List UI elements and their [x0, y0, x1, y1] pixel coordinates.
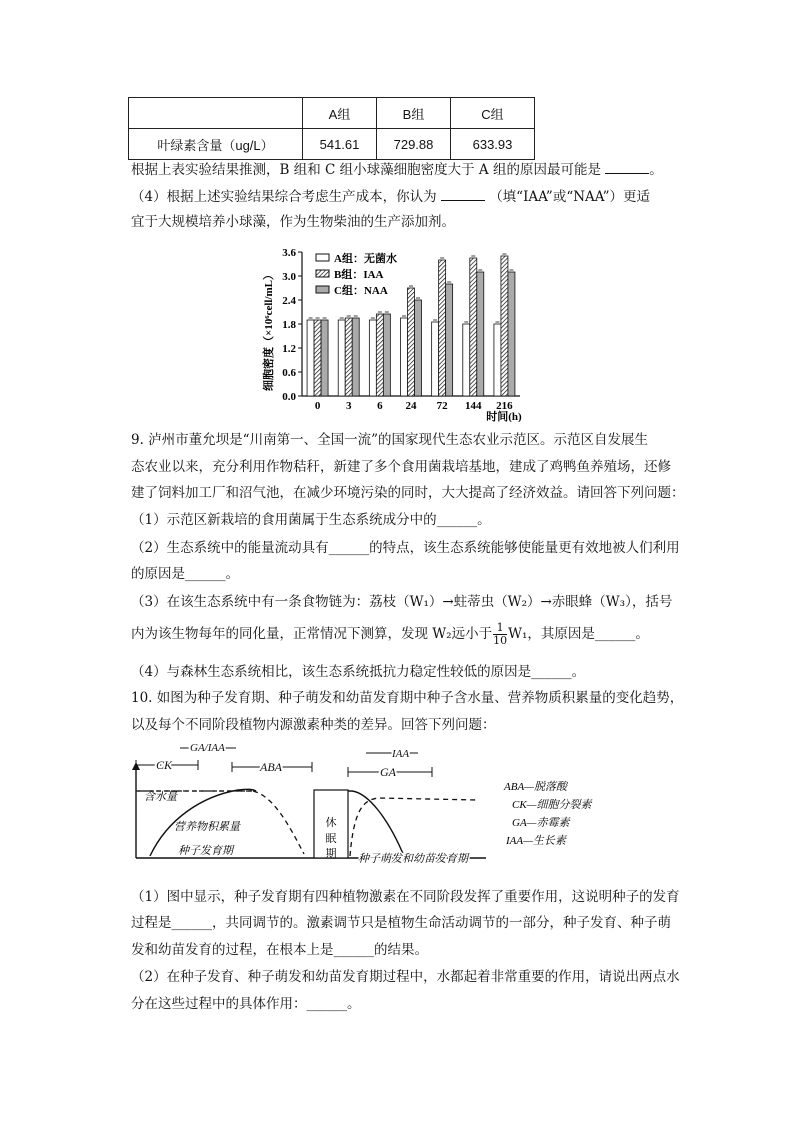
bar-b-24: [408, 288, 415, 396]
q9-sub-1: （1）示范区新栽培的食用菌属于生态系统成分中的______。: [131, 512, 491, 528]
x-tick-label: 72: [436, 400, 448, 412]
legend-label-c: C组：NAA: [334, 285, 388, 297]
y-ticks: [282, 247, 302, 403]
legend: [316, 251, 397, 297]
q10-line-2: 以及每个不同阶段植物内源激素种类的差异。回答下列问题：: [131, 717, 496, 733]
q10-sub-1-line-1: （1）图中显示，种子发育期有四种植物激素在不同阶段发挥了重要作用，这说明种子的发育: [131, 889, 680, 905]
bar-a-216: [494, 324, 501, 396]
bar-b-72: [439, 260, 446, 396]
table-corner-cell: [129, 98, 303, 129]
x-tick-label: 216: [496, 400, 513, 412]
aba-label: ABA: [260, 760, 282, 774]
water-content-label: 含水量: [144, 791, 177, 803]
water-content-curve-germination: [350, 798, 478, 856]
bar-a-0: [307, 320, 314, 396]
y-tick-label: 1.8: [282, 319, 296, 331]
ck-label: CK: [156, 758, 173, 772]
ga-iaa-label: GA/IAA: [190, 742, 225, 754]
bar-a-3: [338, 320, 345, 396]
y-axis-label: [261, 269, 275, 391]
table-header-b: B组: [377, 98, 451, 129]
chlorophyll-table: [128, 97, 535, 160]
q10-sub-2-line-1: （2）在种子发育、种子萌发和幼苗发育期过程中，水都起着非常重要的作用，请说出两点水: [131, 969, 680, 985]
q9-sub-2-line-1: （2）生态系统中的能量流动具有______的特点，该生态系统能够使能量更有效地被人们利用: [131, 540, 680, 556]
x-axis-label: 时间(h): [486, 411, 522, 423]
y-tick-label: 3.6: [282, 247, 296, 259]
fraction: $\frac{1}{10}$: [493, 621, 508, 647]
table-cell-b: 729.88: [377, 129, 451, 160]
q9-line-2: 态农业以来，充分利用作物秸秆，新建了多个食用菌栽培基地，建成了鸡鸭鱼养殖场，还修: [131, 459, 671, 475]
table-cell-a: 541.61: [303, 129, 377, 160]
bar-a-24: [401, 318, 408, 396]
legend-ga: GA—赤霉素: [512, 817, 570, 829]
legend-iaa: IAA—生长素: [506, 835, 566, 847]
x-tick-label: 3: [345, 400, 352, 412]
diagram-y-arrow: [132, 762, 140, 770]
stage-label-development: 种子发育期: [178, 845, 233, 857]
bar-c-216: [508, 272, 515, 396]
iaa-label: IAA: [392, 748, 410, 760]
legend-swatch-b: [316, 270, 329, 277]
bar-a-6: [369, 320, 376, 396]
legend-label-b: B组：IAA: [334, 269, 384, 281]
answer-blank[interactable]: [605, 159, 649, 174]
bar-b-6: [376, 314, 383, 396]
bar-c-6: [383, 314, 390, 396]
legend-aba: ABA—脱落酸: [504, 781, 567, 793]
x-tick-label: 6: [377, 400, 383, 412]
nutrient-label: 营养物积累量: [174, 821, 240, 833]
bar-b-216: [501, 256, 508, 396]
y-tick-label: 0.0: [282, 391, 296, 403]
q9-sub-3-line-1: （3）在该生态系统中有一条食物链为：荔枝（W₁）→蛀蒂虫（W₂）→赤眼蜂（W₃），括号: [131, 594, 673, 610]
table-row: [129, 129, 535, 160]
q10-sub-1-line-3: 发和幼苗发育的过程，在根本上是______的结果。: [131, 942, 428, 958]
bar-b-0: [314, 320, 321, 396]
stage-label-germination: 种子萌发和幼苗发育期: [358, 853, 468, 865]
bar-b-3: [345, 318, 352, 396]
legend-label-a: A组：无菌水: [334, 253, 397, 265]
x-tick-label: 0: [314, 400, 321, 412]
q10-line-1: 10. 如图为种子发育期、种子萌发和幼苗发育期中种子含水量、营养物质积累量的变化趋势，: [131, 690, 684, 706]
bar-a-72: [432, 322, 439, 396]
legend-ck: CK—细胞分裂素: [512, 799, 592, 811]
q9-sub-2-line-2: 的原因是______。: [131, 566, 239, 582]
bar-a-144: [463, 324, 470, 396]
seed-development-diagram: [128, 738, 628, 872]
nutrient-curve-germination: [348, 791, 404, 856]
bar-b-144: [470, 258, 477, 396]
dormancy-char-3: 期: [325, 848, 337, 860]
bar-c-144: [477, 272, 484, 396]
table-header-a: A组: [303, 98, 377, 129]
y-tick-label: 3.0: [282, 271, 296, 283]
y-tick-label: 0.6: [282, 367, 296, 379]
x-ticks: [315, 400, 513, 412]
question-reason: 根据上表实验结果推测，B 组和 C 组小球藻细胞密度大于 A 组的原因最可能是 。: [131, 159, 663, 180]
table-row-label: 叶绿素含量（ug/L）: [129, 129, 303, 160]
bar-c-24: [415, 300, 422, 396]
q9-line-3: 建了饲料加工厂和沼气池，在减少环境污染的同时，大大提高了经济效益。请回答下列问题：: [131, 485, 685, 501]
question-4-line-2: 宜于大规模培养小球藻，作为生物柴油的生产添加剂。: [131, 214, 455, 230]
bar-c-3: [352, 318, 359, 396]
svg-text:细胞密度（×10⁶cell/mL）: 细胞密度（×10⁶cell/mL）: [263, 269, 275, 391]
x-tick-label: 144: [465, 400, 482, 412]
q9-sub-4: （4）与森林生态系统相比，该生态系统抵抗力稳定性较低的原因是______。: [131, 664, 586, 680]
bar-c-72: [446, 284, 453, 396]
table-cell-c: 633.93: [451, 129, 535, 160]
question-4-line-1: （4）根据上述实验结果综合考虑生产成本，你认为 （填“IAA”或“NAA”）更适: [131, 186, 650, 207]
ga-label: GA: [380, 765, 396, 779]
legend-swatch-c: [316, 286, 329, 293]
dormancy-char-1: 休: [325, 817, 337, 829]
cell-density-bar-chart: [258, 244, 530, 424]
table-header-row: [129, 98, 535, 129]
y-tick-label: 2.4: [282, 295, 296, 307]
answer-blank[interactable]: [441, 186, 485, 201]
dormancy-char-2: 眠: [325, 833, 337, 845]
bar-c-0: [321, 320, 328, 396]
q10-sub-1-line-2: 过程是______，共同调节的。激素调节只是植物生命活动调节的一部分，种子发育、种子萌: [131, 915, 671, 931]
x-tick-label: 24: [405, 400, 417, 412]
q9-line-1: 9. 泸州市董允坝是“川南第一、全国一流”的国家现代生态农业示范区。示范区自发展生: [131, 432, 648, 448]
table-header-c: C组: [451, 98, 535, 129]
q10-sub-2-line-2: 分在这些过程中的具体作用：______。: [131, 996, 361, 1012]
q9-sub-3-line-2: 内为该生物每年的同化量，正常情况下测算，发现 W₂远小于 $\frac{1}{10}$ W₁，其原因是______。: [131, 621, 649, 647]
y-tick-label: 1.2: [282, 343, 296, 355]
legend-swatch-a: [316, 254, 329, 261]
diagram-legend: [503, 780, 593, 847]
